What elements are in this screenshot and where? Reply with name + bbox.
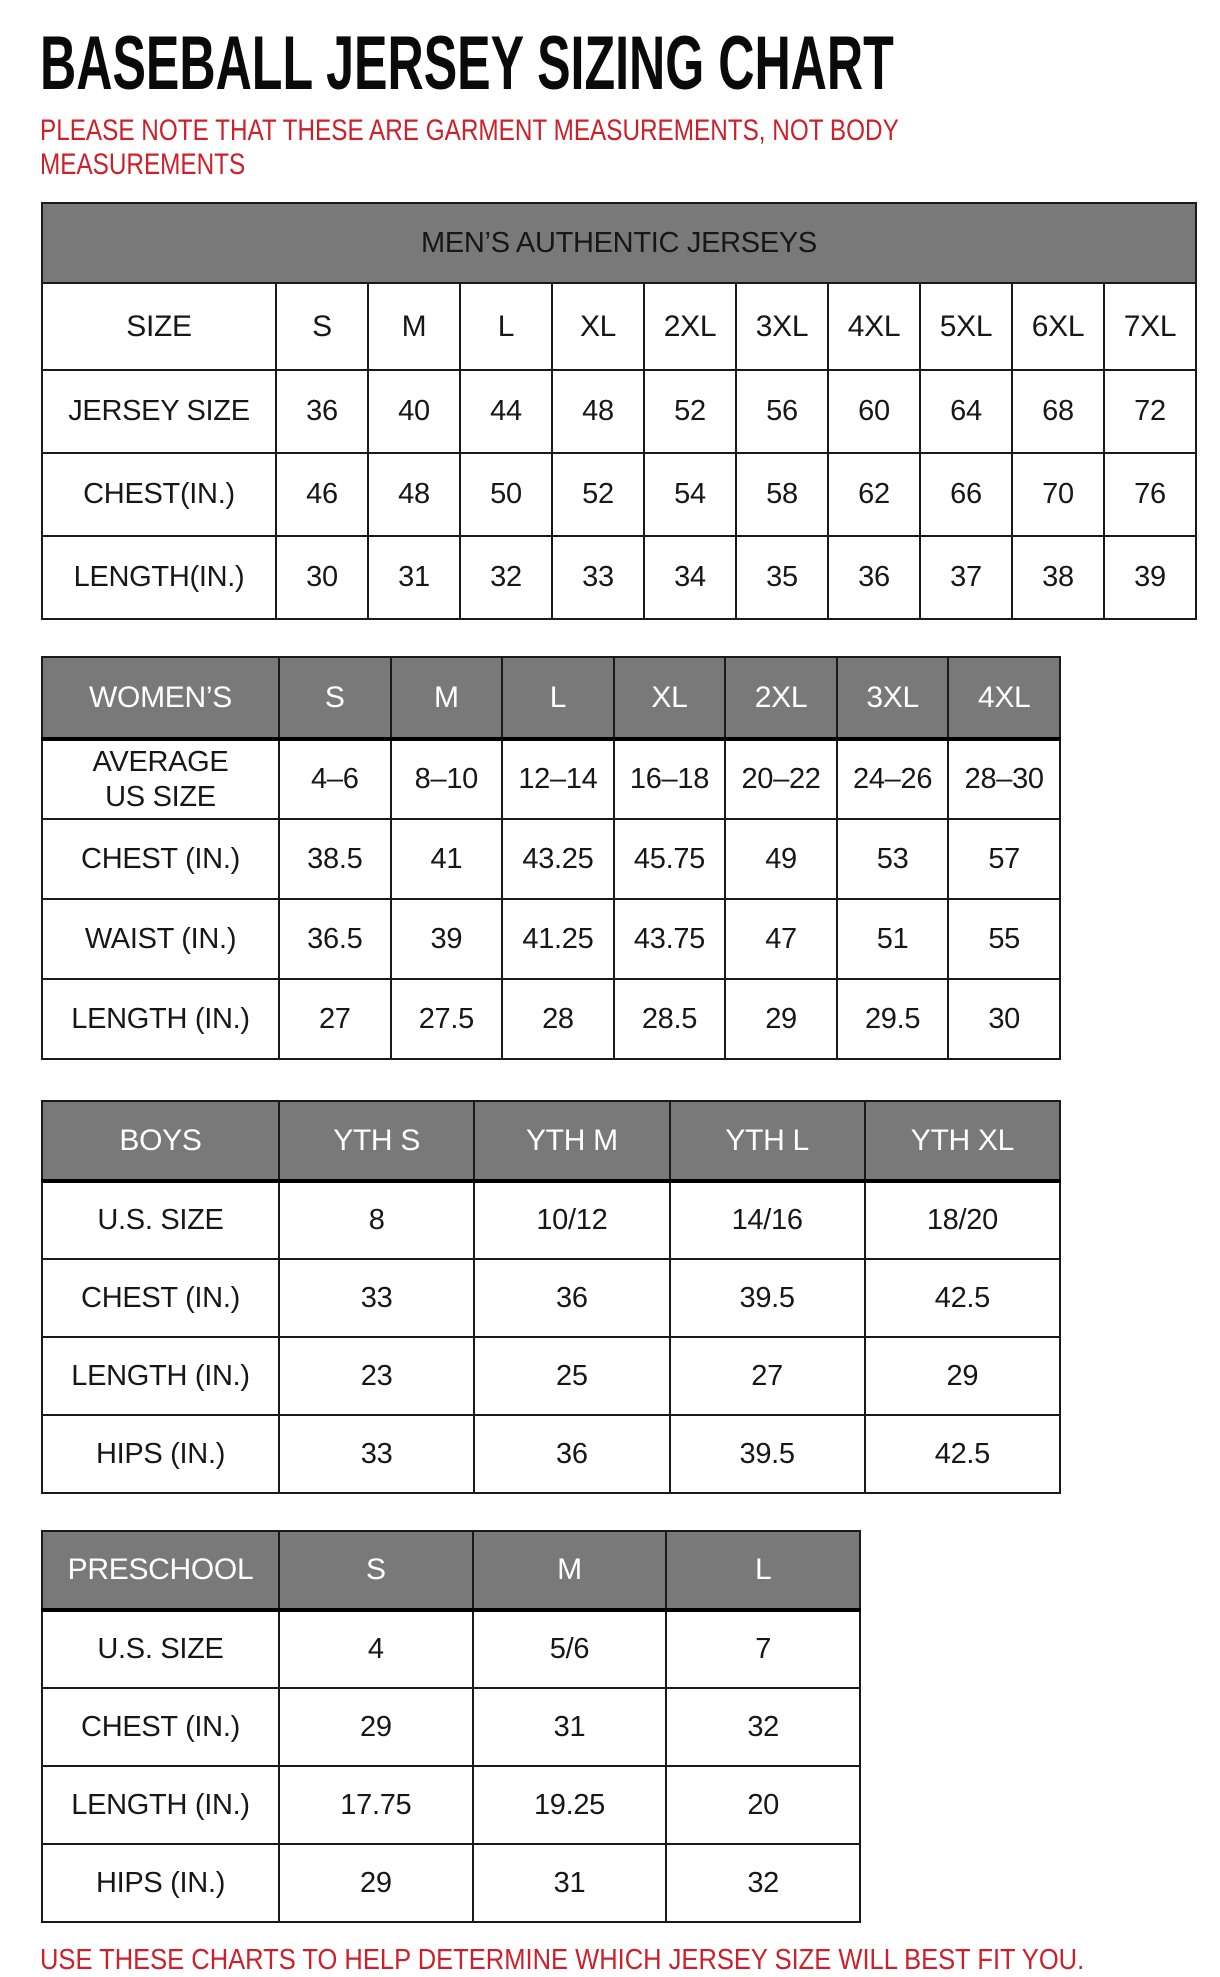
value-cell: 28 <box>502 979 614 1059</box>
value-cell: 43.75 <box>614 899 726 979</box>
column-header-cell: L <box>460 283 552 370</box>
row-label-cell: HIPS (IN.) <box>42 1844 279 1922</box>
value-cell: 25 <box>474 1337 669 1415</box>
column-header-cell: M <box>473 1531 667 1610</box>
value-cell: 39.5 <box>670 1415 865 1493</box>
value-cell: 62 <box>828 453 920 536</box>
womens-jerseys-table <box>41 656 1061 1060</box>
column-header-row <box>42 657 1060 739</box>
value-cell: 66 <box>920 453 1012 536</box>
value-cell: 18/20 <box>865 1181 1060 1259</box>
table-row <box>42 1259 1060 1337</box>
column-header-cell: M <box>391 657 503 739</box>
row-label-cell: JERSEY SIZE <box>42 370 276 453</box>
column-header-cell: YTH M <box>474 1101 669 1181</box>
row-label-cell: CHEST (IN.) <box>42 1688 279 1766</box>
footer-text: USE THESE CHARTS TO HELP DETERMINE WHICH JERSEY SIZE WILL BEST FIT YOU. <box>40 1944 1085 1976</box>
value-cell: 44 <box>460 370 552 453</box>
value-cell: 28.5 <box>614 979 726 1059</box>
value-cell: 5/6 <box>473 1610 667 1688</box>
value-cell: 30 <box>948 979 1060 1059</box>
value-cell: 31 <box>473 1688 667 1766</box>
value-cell: 39 <box>1104 536 1196 619</box>
row-label-cell: CHEST(IN.) <box>42 453 276 536</box>
value-cell: 32 <box>666 1844 860 1922</box>
column-header-row <box>42 283 1196 370</box>
value-cell: 68 <box>1012 370 1104 453</box>
row-label-cell: LENGTH (IN.) <box>42 979 279 1059</box>
value-cell: 70 <box>1012 453 1104 536</box>
value-cell: 8 <box>279 1181 474 1259</box>
table-row <box>42 819 1060 899</box>
value-cell: 36 <box>828 536 920 619</box>
value-cell: 76 <box>1104 453 1196 536</box>
preschool-jerseys-table <box>41 1530 861 1923</box>
value-cell: 27 <box>670 1337 865 1415</box>
row-label-cell: U.S. SIZE <box>42 1610 279 1688</box>
mens-authentic-jerseys-table <box>41 202 1197 620</box>
column-header-cell: S <box>279 657 391 739</box>
value-cell: 20 <box>666 1766 860 1844</box>
value-cell: 19.25 <box>473 1766 667 1844</box>
value-cell: 32 <box>460 536 552 619</box>
table-row <box>42 536 1196 619</box>
row-label-cell: LENGTH (IN.) <box>42 1766 279 1844</box>
value-cell: 37 <box>920 536 1012 619</box>
value-cell: 45.75 <box>614 819 726 899</box>
value-cell: 30 <box>276 536 368 619</box>
value-cell: 33 <box>279 1259 474 1337</box>
table-banner-row <box>42 203 1196 283</box>
column-header-cell: XL <box>614 657 726 739</box>
value-cell: 24–26 <box>837 739 949 819</box>
value-cell: 31 <box>368 536 460 619</box>
value-cell: 54 <box>644 453 736 536</box>
value-cell: 51 <box>837 899 949 979</box>
value-cell: 52 <box>552 453 644 536</box>
value-cell: 42.5 <box>865 1259 1060 1337</box>
value-cell: 47 <box>725 899 837 979</box>
page-title: BASEBALL JERSEY SIZING CHART <box>40 21 894 106</box>
boys-jerseys-table <box>41 1100 1061 1494</box>
column-header-cell: YTH S <box>279 1101 474 1181</box>
value-cell: 57 <box>948 819 1060 899</box>
header-label-cell: WOMEN’S <box>42 657 279 739</box>
column-header-cell: 7XL <box>1104 283 1196 370</box>
value-cell: 50 <box>460 453 552 536</box>
row-label-cell: LENGTH(IN.) <box>42 536 276 619</box>
value-cell: 38 <box>1012 536 1104 619</box>
value-cell: 31 <box>473 1844 667 1922</box>
table-row <box>42 899 1060 979</box>
value-cell: 38.5 <box>279 819 391 899</box>
row-label-cell: HIPS (IN.) <box>42 1415 279 1493</box>
row-label-cell: LENGTH (IN.) <box>42 1337 279 1415</box>
value-cell: 7 <box>666 1610 860 1688</box>
column-header-cell: XL <box>552 283 644 370</box>
column-header-cell: S <box>276 283 368 370</box>
value-cell: 4 <box>279 1610 473 1688</box>
row-label-cell: U.S. SIZE <box>42 1181 279 1259</box>
column-header-cell: S <box>279 1531 473 1610</box>
header-label-cell: BOYS <box>42 1101 279 1181</box>
column-header-cell: M <box>368 283 460 370</box>
value-cell: 35 <box>736 536 828 619</box>
table-banner: MEN’S AUTHENTIC JERSEYS <box>42 203 1196 283</box>
value-cell: 17.75 <box>279 1766 473 1844</box>
value-cell: 27 <box>279 979 391 1059</box>
value-cell: 43.25 <box>502 819 614 899</box>
column-header-cell: 3XL <box>736 283 828 370</box>
value-cell: 12–14 <box>502 739 614 819</box>
column-header-cell: 5XL <box>920 283 1012 370</box>
value-cell: 33 <box>279 1415 474 1493</box>
label-line: US SIZE <box>105 780 216 813</box>
value-cell: 16–18 <box>614 739 726 819</box>
value-cell: 23 <box>279 1337 474 1415</box>
value-cell: 29 <box>725 979 837 1059</box>
column-header-cell: 4XL <box>948 657 1060 739</box>
table-row <box>42 453 1196 536</box>
table-row <box>42 1181 1060 1259</box>
value-cell: 29 <box>279 1844 473 1922</box>
value-cell: 41.25 <box>502 899 614 979</box>
row-label-cell: WAIST (IN.) <box>42 899 279 979</box>
table-row <box>42 1610 860 1688</box>
value-cell: 4–6 <box>279 739 391 819</box>
value-cell: 48 <box>368 453 460 536</box>
header-label-cell: SIZE <box>42 283 276 370</box>
table-row <box>42 1415 1060 1493</box>
value-cell: 32 <box>666 1688 860 1766</box>
row-label-cell <box>42 739 279 819</box>
column-header-row <box>42 1531 860 1610</box>
value-cell: 33 <box>552 536 644 619</box>
value-cell: 20–22 <box>725 739 837 819</box>
value-cell: 36 <box>276 370 368 453</box>
value-cell: 41 <box>391 819 503 899</box>
column-header-cell: 3XL <box>837 657 949 739</box>
column-header-cell: 4XL <box>828 283 920 370</box>
table-row <box>42 1688 860 1766</box>
value-cell: 29.5 <box>837 979 949 1059</box>
value-cell: 55 <box>948 899 1060 979</box>
column-header-cell: 6XL <box>1012 283 1104 370</box>
value-cell: 34 <box>644 536 736 619</box>
value-cell: 28–30 <box>948 739 1060 819</box>
table-row <box>42 1844 860 1922</box>
value-cell: 46 <box>276 453 368 536</box>
row-label-cell: CHEST (IN.) <box>42 1259 279 1337</box>
table-row <box>42 739 1060 819</box>
column-header-cell: L <box>666 1531 860 1610</box>
value-cell: 10/12 <box>474 1181 669 1259</box>
column-header-cell: YTH L <box>670 1101 865 1181</box>
value-cell: 58 <box>736 453 828 536</box>
value-cell: 36 <box>474 1259 669 1337</box>
note-line-1: PLEASE NOTE THAT THESE ARE GARMENT MEASUREMENTS, NOT BODY <box>40 114 899 147</box>
column-header-row <box>42 1101 1060 1181</box>
value-cell: 29 <box>279 1688 473 1766</box>
value-cell: 60 <box>828 370 920 453</box>
value-cell: 72 <box>1104 370 1196 453</box>
table-row <box>42 1337 1060 1415</box>
value-cell: 53 <box>837 819 949 899</box>
value-cell: 48 <box>552 370 644 453</box>
value-cell: 36.5 <box>279 899 391 979</box>
value-cell: 8–10 <box>391 739 503 819</box>
value-cell: 52 <box>644 370 736 453</box>
table-row <box>42 979 1060 1059</box>
header-label-cell: PRESCHOOL <box>42 1531 279 1610</box>
table-row <box>42 1766 860 1844</box>
value-cell: 39.5 <box>670 1259 865 1337</box>
value-cell: 14/16 <box>670 1181 865 1259</box>
value-cell: 56 <box>736 370 828 453</box>
row-label-cell: CHEST (IN.) <box>42 819 279 899</box>
note-line-2: MEASUREMENTS <box>40 148 246 181</box>
value-cell: 39 <box>391 899 503 979</box>
column-header-cell: L <box>502 657 614 739</box>
label-line: AVERAGE <box>92 746 229 779</box>
value-cell: 42.5 <box>865 1415 1060 1493</box>
column-header-cell: 2XL <box>725 657 837 739</box>
column-header-cell: YTH XL <box>865 1101 1060 1181</box>
value-cell: 40 <box>368 370 460 453</box>
table-row <box>42 370 1196 453</box>
value-cell: 49 <box>725 819 837 899</box>
value-cell: 27.5 <box>391 979 503 1059</box>
garment-measurements-note <box>40 114 1220 182</box>
value-cell: 64 <box>920 370 1012 453</box>
value-cell: 36 <box>474 1415 669 1493</box>
column-header-cell: 2XL <box>644 283 736 370</box>
value-cell: 29 <box>865 1337 1060 1415</box>
